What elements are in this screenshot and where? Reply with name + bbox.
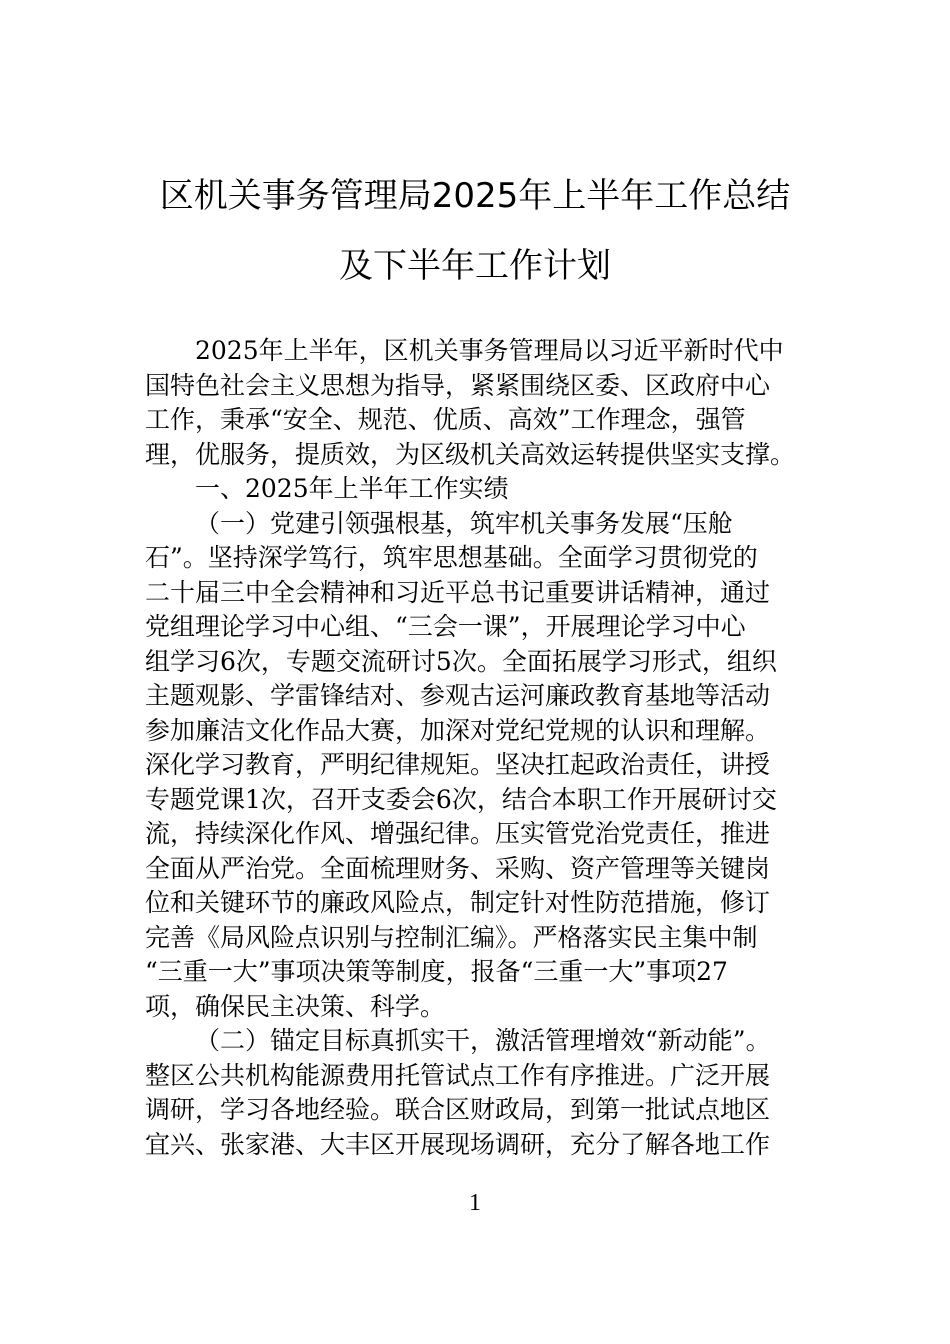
- paragraph-line: 石”。坚持深学笃行，筑牢思想基础。全面学习贯彻党的: [145, 543, 758, 572]
- paragraph-line: 主题观影、学雷锋结对、参观古运河廉政教育基地等活动: [145, 681, 771, 710]
- paragraph-line: 完善《局风险点识别与控制汇编》。严格落实民主集中制: [145, 922, 758, 952]
- paragraph-line: （二）锚定目标真抓实干，激活管理增效“新动能”。: [195, 1026, 771, 1055]
- paragraph-line: 全面从严治党。全面梳理财务、采购、资产管理等关键岗: [145, 853, 771, 883]
- paragraph-line: 组学习6次，专题交流研讨5次。全面拓展学习形式，组织: [145, 646, 777, 676]
- paragraph-line: 参加廉洁文化作品大赛，加深对党纪党规的认识和理解。: [145, 715, 771, 745]
- paragraph-line: 国特色社会主义思想为指导，紧紧围绕区委、区政府中心: [145, 370, 771, 400]
- paragraph-line: 深化学习教育，严明纪律规矩。坚决扛起政治责任，讲授: [145, 750, 771, 779]
- section-heading: 一、2025年上半年工作实绩: [195, 474, 509, 503]
- paragraph-line: 位和关键环节的廉政风险点，制定针对性防范措施，修订: [145, 888, 771, 917]
- document-body: [145, 334, 825, 1162]
- paragraph-line: 工作，秉承“安全、规范、优质、高效”工作理念，强管: [145, 405, 746, 434]
- document-title-line-1: 区机关事务管理局2025年上半年工作总结: [159, 176, 791, 216]
- paragraph-line: 党组理论学习中心组、“三会一课”，开展理论学习中心: [145, 612, 746, 641]
- paragraph-line: （一）党建引领强根基，筑牢机关事务发展“压舱: [195, 508, 733, 538]
- paragraph-line: 宜兴、张家港、大丰区开展现场调研，充分了解各地工作: [145, 1129, 771, 1159]
- paragraph-line: 2025年上半年，区机关事务管理局以习近平新时代中: [195, 336, 784, 365]
- paragraph-line: 专题党课1次，召开支委会6次，结合本职工作开展研讨交: [145, 784, 777, 814]
- paragraph-line: 二十届三中全会精神和习近平总书记重要讲话精神，通过: [145, 577, 771, 607]
- paragraph-line: 调研，学习各地经验。联合区财政局，到第一批试点地区: [145, 1095, 771, 1124]
- paragraph-line: 整区公共机构能源费用托管试点工作有序推进。广泛开展: [145, 1060, 771, 1090]
- page-number: 1: [469, 1190, 481, 1216]
- paragraph-line: 流，持续深化作风、增强纪律。压实管党治党责任，推进: [145, 819, 771, 848]
- paragraph-line: 理，优服务，提质效，为区级机关高效运转提供坚实支撑。: [145, 439, 796, 469]
- paragraph-line: “三重一大”事项决策等制度，报备“三重一大”事项27: [145, 957, 728, 986]
- document-title-line-2: 及下半年工作计划: [339, 246, 611, 286]
- paragraph-line: 项，确保民主决策、科学。: [145, 991, 446, 1021]
